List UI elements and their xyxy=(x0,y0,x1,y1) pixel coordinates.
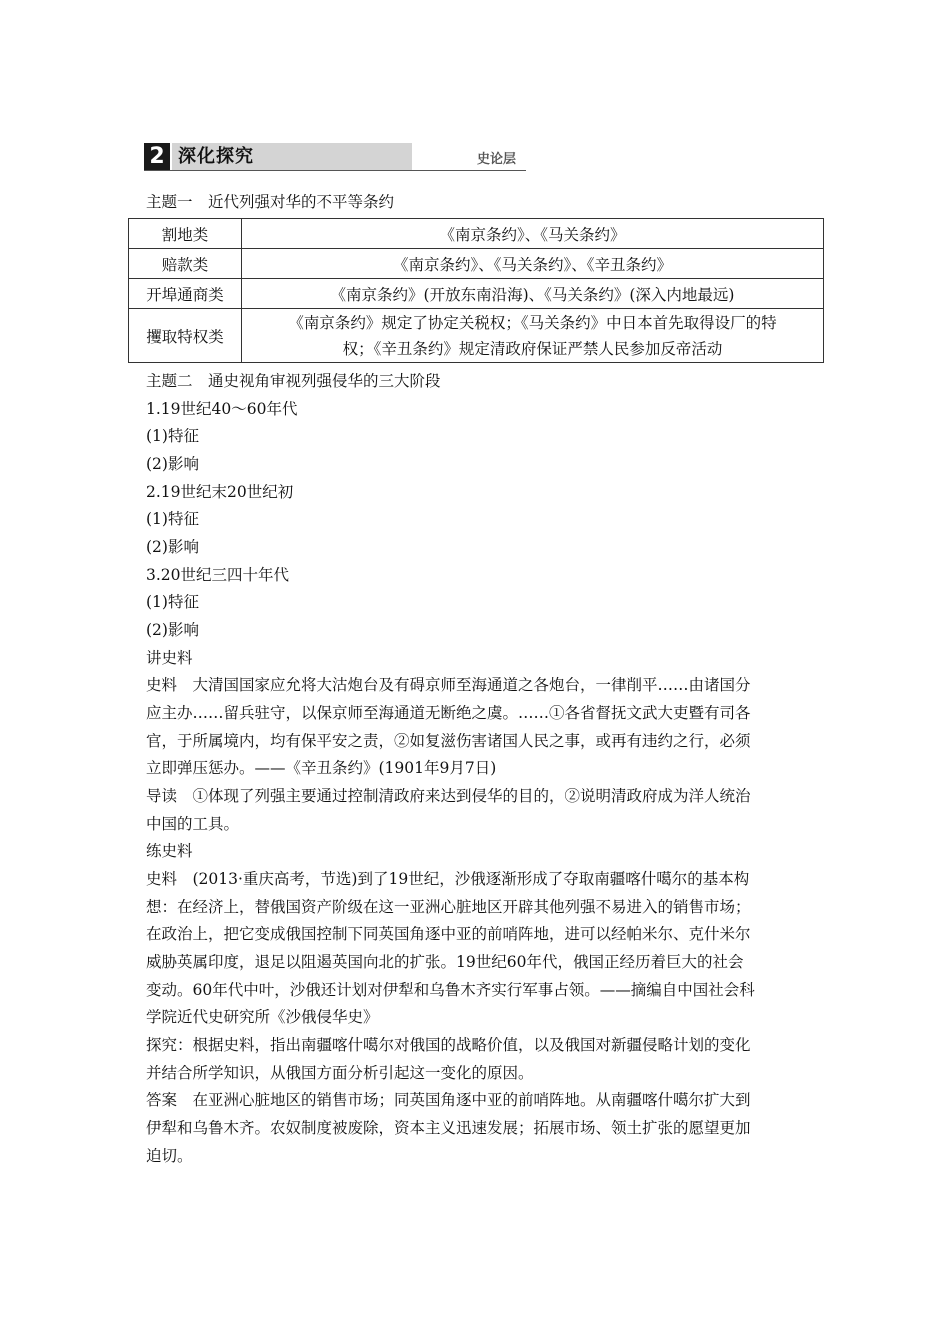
practice-answer-line: 伊犁和乌鲁木齐。农奴制度被废除，资本主义迅速发展；拓展市场、领土扩张的愿望更加 xyxy=(146,1119,751,1137)
table-row xyxy=(129,309,824,363)
table-cell-content: 《南京条约》、《马关条约》 xyxy=(242,219,824,249)
table-cell-content: 《南京条约》(开放东南沿海)、《马关条约》(深入内地最远) xyxy=(242,279,824,309)
section-layer-label: 史论层 xyxy=(477,152,517,167)
lecture-source-line: 立即弹压惩办。——《辛丑条约》(1901年9月7日) xyxy=(146,759,497,777)
practice-source-line: 变动。60年代中叶，沙俄还计划对伊犁和乌鲁木齐实行军事占领。——摘编自中国社会科 xyxy=(146,981,755,999)
section-number: 2 xyxy=(144,143,170,170)
table-cell-content: 《南京条约》、《马关条约》、《辛丑条约》 xyxy=(242,249,824,279)
section-title: 深化探究 xyxy=(178,146,254,167)
lecture-source-line: 史料 大清国国家应允将大沽炮台及有碍京师至海通道之各炮台，一律削平……由诸国分 xyxy=(146,676,751,694)
practice-source-line: 想：在经济上，替俄国资产阶级在这一亚洲心脏地区开辟其他列强不易进入的销售市场； xyxy=(146,898,751,916)
table-cell-category: 割地类 xyxy=(129,219,242,249)
stage-item: (2)影响 xyxy=(146,621,199,639)
table-cell-line: 《南京条约》规定了协定关税权；《马关条约》中日本首先取得设厂的特 xyxy=(288,313,777,332)
table-cell-line: 权；《辛丑条约》规定清政府保证严禁人民参加反帝活动 xyxy=(342,339,723,358)
practice-source-line: 史料 (2013·重庆高考，节选)到了19世纪，沙俄逐渐形成了夺取南疆喀什噶尔的基本构 xyxy=(146,870,750,888)
table-row xyxy=(129,279,824,309)
table-cell-content xyxy=(242,309,824,363)
practice-source-line: 在政治上，把它变成俄国控制下同英国角逐中亚的前哨阵地，进可以经帕米尔、克什米尔 xyxy=(146,925,751,943)
practice-source-line: 威胁英属印度，退足以阻遏英国向北的扩张。19世纪60年代，俄国正经历着巨大的社会 xyxy=(146,953,744,971)
practice-heading: 练史料 xyxy=(146,842,193,860)
lecture-source-line: 官，于所属境内，均有保平安之责，②如复滋伤害诸国人民之事，或再有违约之行，必须 xyxy=(146,732,751,750)
table-row xyxy=(129,219,824,249)
table-row xyxy=(129,249,824,279)
stage-item: (1)特征 xyxy=(146,510,199,528)
section-header xyxy=(144,143,526,171)
lecture-source-line: 应主办……留兵驻守，以保京师至海通道无断绝之虞。……①各省督抚文武大吏暨有司各 xyxy=(146,704,751,722)
stage-item: 1.19世纪40～60年代 xyxy=(146,400,298,418)
topic2-title: 主题二 通史视角审视列强侵华的三大阶段 xyxy=(146,372,441,390)
header-rule xyxy=(144,170,526,171)
stage-item: 2.19世纪末20世纪初 xyxy=(146,483,294,501)
topic1-title: 主题一 近代列强对华的不平等条约 xyxy=(146,193,395,211)
practice-source-line: 学院近代史研究所《沙俄侵华史》 xyxy=(146,1008,379,1026)
table-cell-category: 赔款类 xyxy=(129,249,242,279)
practice-question-line: 并结合所学知识，从俄国方面分析引起这一变化的原因。 xyxy=(146,1064,534,1082)
table-cell-category: 攫取特权类 xyxy=(129,309,242,363)
lecture-guide-line: 导读 ①体现了列强主要通过控制清政府来达到侵华的目的，②说明清政府成为洋人统治 xyxy=(146,787,751,805)
lecture-heading: 讲史料 xyxy=(146,649,193,667)
table-cell-category: 开埠通商类 xyxy=(129,279,242,309)
practice-question-line: 探究：根据史料，指出南疆喀什噶尔对俄国的战略价值，以及俄国对新疆侵略计划的变化 xyxy=(146,1036,751,1054)
stage-item: (2)影响 xyxy=(146,455,199,473)
stage-item: (2)影响 xyxy=(146,538,199,556)
stage-item: (1)特征 xyxy=(146,593,199,611)
practice-answer-line: 答案 在亚洲心脏地区的销售市场；同英国角逐中亚的前哨阵地。从南疆喀什噶尔扩大到 xyxy=(146,1091,751,1109)
practice-answer-line: 迫切。 xyxy=(146,1147,193,1165)
stage-item: 3.20世纪三四十年代 xyxy=(146,566,290,584)
lecture-guide-line: 中国的工具。 xyxy=(146,815,240,833)
stage-item: (1)特征 xyxy=(146,427,199,445)
treaty-table xyxy=(128,218,824,363)
